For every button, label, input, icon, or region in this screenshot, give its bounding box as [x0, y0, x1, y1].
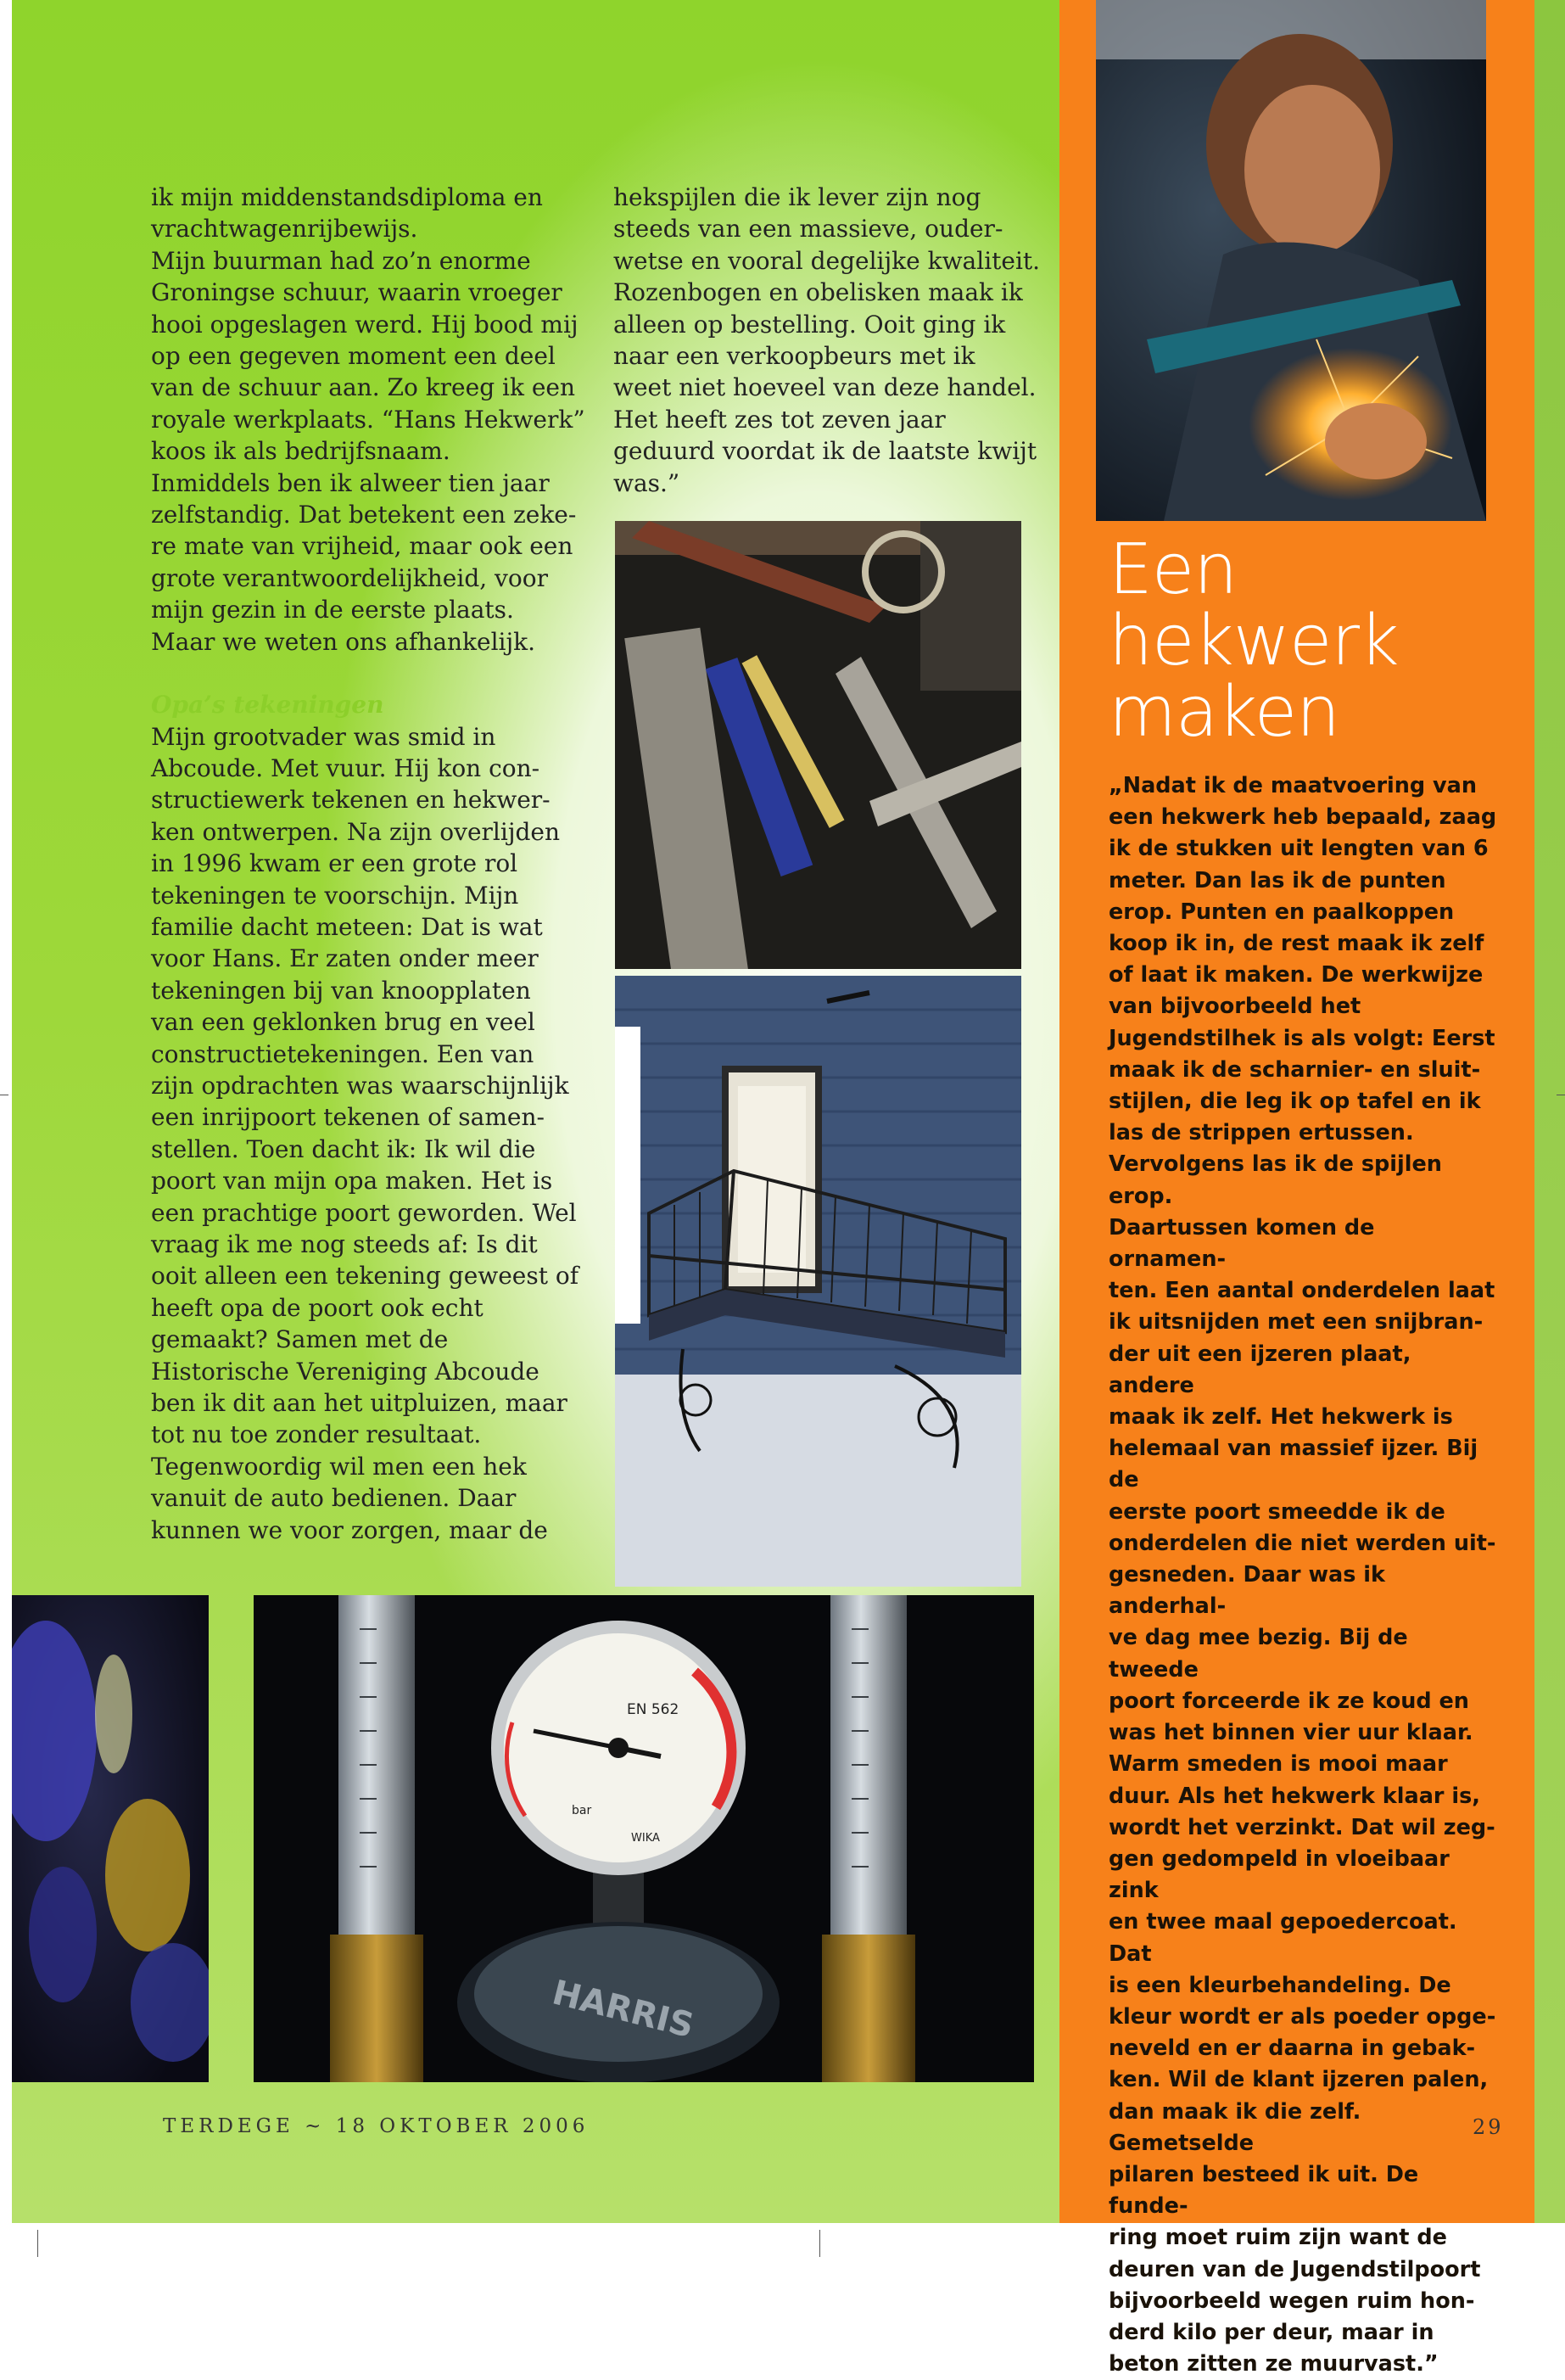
headline-line-3: maken	[1109, 672, 1340, 753]
abstract-metal-photo	[12, 1595, 209, 2082]
text-line: geduurd voordat ik de laatste kwijt	[613, 437, 1037, 466]
sidebar-text-line: ring moet ruim zijn want de	[1109, 2225, 1447, 2251]
text-line: kunnen we voor zorgen, maar de	[151, 1515, 548, 1544]
sidebar-text-line: Daartussen komen de ornamen-	[1109, 1214, 1375, 1273]
text-line: mijn gezin in de eerste plaats.	[151, 596, 514, 624]
text-line: zelfstandig. Dat betekent een zeke-	[151, 501, 577, 529]
sidebar-text-line: derd kilo per deur, maar in	[1109, 2319, 1434, 2345]
text-line: familie dacht meteen: Dat is wat	[151, 912, 543, 941]
text-line: zijn opdrachten was waarschijnlijk	[151, 1071, 569, 1100]
sidebar-text-line: deuren van de Jugendstilpoort	[1109, 2256, 1481, 2282]
text-line: Historische Vereniging Abcoude	[151, 1357, 539, 1386]
sidebar-text-line: beton zitten ze muurvast.”	[1109, 2351, 1439, 2377]
sidebar-text-line: en twee maal gepoedercoat. Dat	[1109, 1909, 1457, 1967]
text-line: Mijn buurman had zo’n enorme	[151, 246, 531, 275]
text-line: constructietekeningen. Een van	[151, 1039, 534, 1068]
sidebar-text-line: van bijvoorbeeld het	[1109, 994, 1361, 1020]
text-line: re mate van vrijheid, maar ook een	[151, 532, 573, 561]
sidebar-text-line: poort forceerde ik ze koud en	[1109, 1688, 1469, 1714]
text-line: een inrijpoort tekenen of samen-	[151, 1103, 545, 1132]
left-body-paragraph	[151, 721, 592, 1547]
sidebar-text-line: stijlen, die leg ik op tafel en ik	[1109, 1089, 1481, 1115]
text-line: Inmiddels ben ik alweer tien jaar	[151, 468, 550, 497]
text-line: Mijn grootvader was smid in	[151, 722, 496, 751]
text-line: vraag ik me nog steeds af: Is dit	[151, 1230, 538, 1258]
sidebar-text-line: „Nadat ik de maatvoering van	[1109, 773, 1478, 798]
sidebar-text-line: ten. Een aantal onderdelen laat	[1109, 1278, 1495, 1304]
text-line: wetse en vooral degelijke kwaliteit.	[613, 246, 1041, 275]
text-line: koos ik als bedrijfsnaam.	[151, 437, 450, 466]
sidebar-text-line: Jugendstilhek is als volgt: Eerst	[1109, 1025, 1495, 1051]
left-intro-paragraph	[151, 182, 592, 658]
gauge-standard-label: EN 562	[627, 1701, 679, 1718]
text-line: op een gegeven moment een deel	[151, 342, 556, 371]
headline-line-2: hekwerk	[1109, 601, 1399, 681]
tools-photo	[615, 521, 1021, 969]
sidebar-text-line: las de strippen ertussen.	[1109, 1120, 1414, 1146]
sidebar-text-line: was het binnen vier uur klaar.	[1109, 1720, 1473, 1746]
text-line: gemaakt? Samen met de	[151, 1325, 449, 1354]
sidebar-text-line: ik de stukken uit lengten van 6	[1109, 836, 1489, 862]
text-line: stellen. Toen dacht ik: Ik wil die	[151, 1134, 536, 1163]
text-line: tekeningen te voorschijn. Mijn	[151, 881, 519, 910]
text-line: Rozenbogen en obelisken maak ik	[613, 278, 1023, 307]
sidebar-text-line: eerste poort smeedde ik de	[1109, 1498, 1445, 1525]
sidebar-text-line: pilaren besteed ik uit. De funde-	[1109, 2161, 1419, 2220]
text-line: voor Hans. Er zaten onder meer	[151, 944, 539, 973]
crop-mark	[37, 2230, 38, 2257]
sidebar-text-line: of laat ik maken. De werkwijze	[1109, 962, 1484, 988]
footer-publication-date: TERDEGE ~ 18 OKTOBER 2006	[163, 2115, 590, 2137]
gauge-brand-label: WIKA	[631, 1832, 660, 1845]
text-line: tekeningen bij van knoopplaten	[151, 976, 531, 1005]
text-line: een prachtige poort geworden. Wel	[151, 1198, 577, 1227]
page-number: 29	[1473, 2115, 1504, 2139]
middle-text-column	[613, 182, 1054, 499]
gauge-unit-label: bar	[572, 1804, 592, 1817]
sidebar-text-line: duur. Als het hekwerk klaar is,	[1109, 1783, 1480, 1809]
text-line: vrachtwagenrijbewijs.	[151, 215, 418, 244]
text-line: royale werkplaats. “Hans Hekwerk”	[151, 405, 585, 434]
text-line: ik mijn middenstandsdiploma en	[151, 183, 543, 211]
sidebar-text-line: der uit een ijzeren plaat, andere	[1109, 1341, 1411, 1398]
sidebar-text-line: bijvoorbeeld wegen ruim hon-	[1109, 2288, 1475, 2314]
balcony-photo	[615, 976, 1021, 1587]
sidebar-text-line: Vervolgens las ik de spijlen erop.	[1109, 1151, 1442, 1209]
sidebar-text-line: is een kleurbehandeling. De	[1109, 1972, 1451, 1998]
sidebar-text-line: helemaal van massief ijzer. Bij de	[1109, 1436, 1478, 1493]
sidebar-quote-text	[1109, 770, 1499, 2380]
magazine-page	[12, 0, 1530, 2377]
text-line: van een geklonken brug en veel	[151, 1008, 535, 1037]
text-line: heeft opa de poort ook echt	[151, 1293, 483, 1322]
left-text-column	[151, 182, 592, 1546]
sidebar-text-line: maak ik zelf. Het hekwerk is	[1109, 1404, 1453, 1431]
sidebar-text-line: dan maak ik die zelf. Gemetselde	[1109, 2098, 1361, 2156]
sidebar-text-line: ik uitsnijden met een snijbran-	[1109, 1309, 1484, 1336]
pressure-gauge-photo	[254, 1595, 1034, 2082]
regulator-brand-label: HARRIS	[548, 1973, 698, 2047]
text-line: Het heeft zes tot zeven jaar	[613, 405, 946, 434]
green-edge-strip	[1534, 0, 1565, 2223]
sidebar-text-line: gesneden. Daar was ik anderhal-	[1109, 1562, 1385, 1620]
text-line: Abcoude. Met vuur. Hij kon con-	[151, 753, 540, 782]
text-line: structiewerk tekenen en hekwer-	[151, 786, 551, 815]
sidebar-text-line: neveld en er daarna in gebak-	[1109, 2036, 1476, 2062]
sidebar-text-line: erop. Punten en paalkoppen	[1109, 899, 1455, 925]
text-line: Tegenwoordig wil men een hek	[151, 1452, 527, 1481]
text-line: ken ontwerpen. Na zijn overlijden	[151, 817, 561, 846]
welder-photo	[1096, 0, 1486, 521]
sidebar-text-line: onderdelen die niet werden uit-	[1109, 1530, 1496, 1556]
sidebar-text-line: kleur wordt er als poeder opge-	[1109, 2003, 1496, 2030]
middle-paragraph	[613, 182, 1054, 499]
headline-line-1: Een	[1109, 529, 1238, 610]
text-line: vanuit de auto bedienen. Daar	[151, 1484, 517, 1513]
text-line: van de schuur aan. Zo kreeg ik een	[151, 373, 576, 402]
text-line: ben ik dit aan het uitpluizen, maar	[151, 1389, 567, 1418]
text-line: Groningse schuur, waarin vroeger	[151, 278, 562, 307]
sidebar-text-line: wordt het verzinkt. Dat wil zeg-	[1109, 1814, 1495, 1840]
text-line: hekspijlen die ik lever zijn nog	[613, 183, 981, 211]
sidebar-text-line: gen gedompeld in vloeibaar zink	[1109, 1845, 1450, 1904]
sidebar-text-line: ken. Wil de klant ijzeren palen,	[1109, 2067, 1489, 2093]
text-line: tot nu toe zonder resultaat.	[151, 1420, 482, 1449]
text-line: Maar we weten ons afhankelijk.	[151, 627, 536, 656]
sidebar-text-line: ve dag mee bezig. Bij de tweede	[1109, 1625, 1408, 1683]
crop-mark	[819, 2230, 820, 2257]
text-line: hooi opgeslagen werd. Hij bood mij	[151, 310, 578, 339]
text-line: grote verantwoordelijkheid, voor	[151, 563, 548, 592]
sidebar-headline	[1109, 529, 1516, 753]
sidebar-text-line: maak ik de scharnier- en sluit-	[1109, 1056, 1481, 1083]
text-line: ooit alleen een tekening geweest of	[151, 1262, 579, 1291]
text-line: weet niet hoeveel van deze handel.	[613, 373, 1037, 402]
sidebar-text-line: Warm smeden is mooi maar	[1109, 1751, 1448, 1778]
section-subheading: Opa’s tekeningen	[151, 691, 384, 720]
text-line: poort van mijn opa maken. Het is	[151, 1167, 553, 1196]
text-line: alleen op bestelling. Ooit ging ik	[613, 310, 1006, 339]
text-line: steeds van een massieve, ouder-	[613, 215, 1003, 244]
text-line: naar een verkoopbeurs met ik	[613, 342, 975, 371]
text-line: was.”	[613, 468, 680, 497]
sidebar-text-line: meter. Dan las ik de punten	[1109, 867, 1446, 893]
text-line: in 1996 kwam er een grote rol	[151, 849, 518, 878]
sidebar-text-line: koop ik in, de rest maak ik zelf	[1109, 931, 1484, 957]
sidebar-text-line: een hekwerk heb bepaald, zaag	[1109, 804, 1497, 831]
